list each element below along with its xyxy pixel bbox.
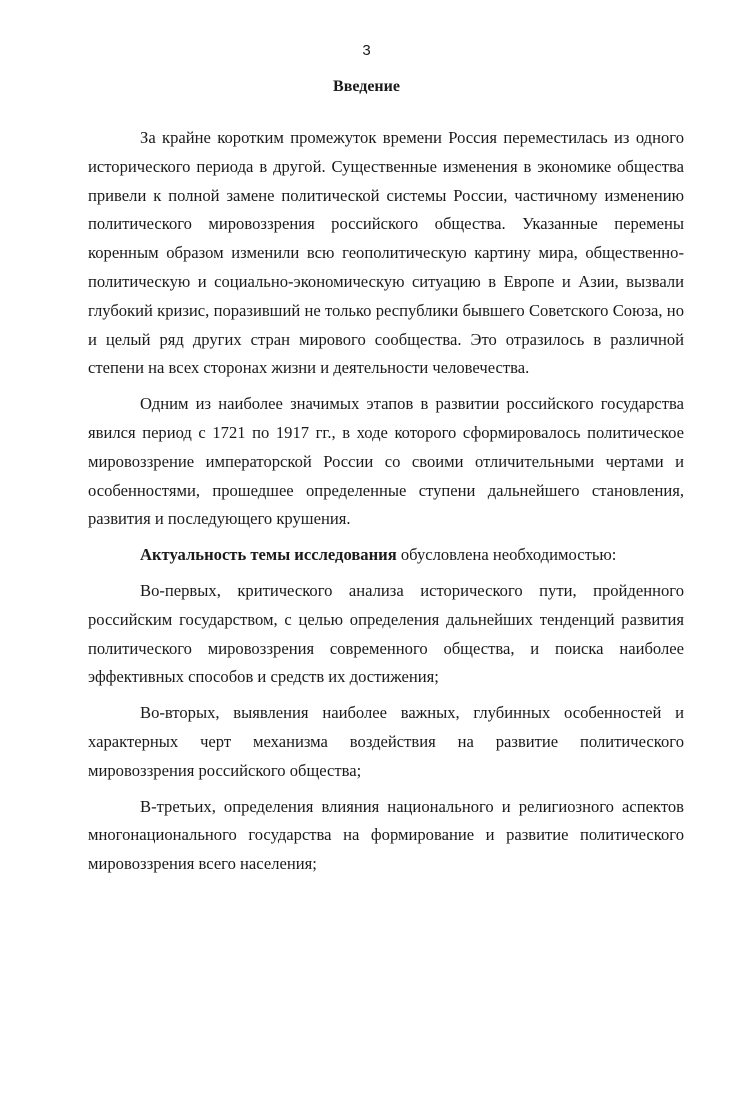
paragraph-relevance: [88, 541, 684, 570]
paragraph-intro: За крайне коротким промежуток времени Россия переместилась из одного исторического периода в другой. Существенные изменения в экономике общества привели к полной замене политической системы России, частичному изменению политического мировоззрения российского общества. Указанные перемены коренным образом изменили всю геополитическую картину мира, общественно-политическую и социально-экономическую ситуацию в Европе и Азии, вызвали глубокий кризис, поразивший не только республики бывшего Советского Союза, но и целый ряд других стран мирового сообщества. Это отразилось в различной степени на всех сторонах жизни и деятельности человечества.: [88, 128, 684, 378]
paragraph-first-point: Во-первых, критического анализа исторического пути, пройденного российским государством, с целью определения дальнейших тенденций развития политического мировоззрения современного общества, и поиска наиболее эффективных способов и средств их достижения;: [88, 580, 684, 687]
relevance-text: обусловлена необходимостью:: [396, 545, 617, 565]
paragraph-period: Одним из наиболее значимых этапов в развитии российского государства явился период с 1721 по 1917 гг., в ходе которого сформировалось политическое мировоззрение императорской России со своими отличительными чертами и особенностями, прошедшее определенные ступени дальнейшего становления, развития и последующего крушения.: [88, 394, 684, 529]
relevance-term: Актуальность темы исследования: [140, 545, 397, 565]
paragraph-second-point: Во-вторых, выявления наиболее важных, глубинных особенностей и характерных черт механизма воздействия на развитие политического мировоззрения российского общества;: [88, 703, 684, 780]
page-number: 3: [362, 42, 371, 59]
document-body: [88, 124, 684, 879]
section-heading: Введение: [333, 78, 400, 95]
paragraph-third-point: В-третьих, определения влияния национального и религиозного аспектов многонационального государства на формирование и развитие политического мировоззрения всего населения;: [88, 796, 684, 874]
